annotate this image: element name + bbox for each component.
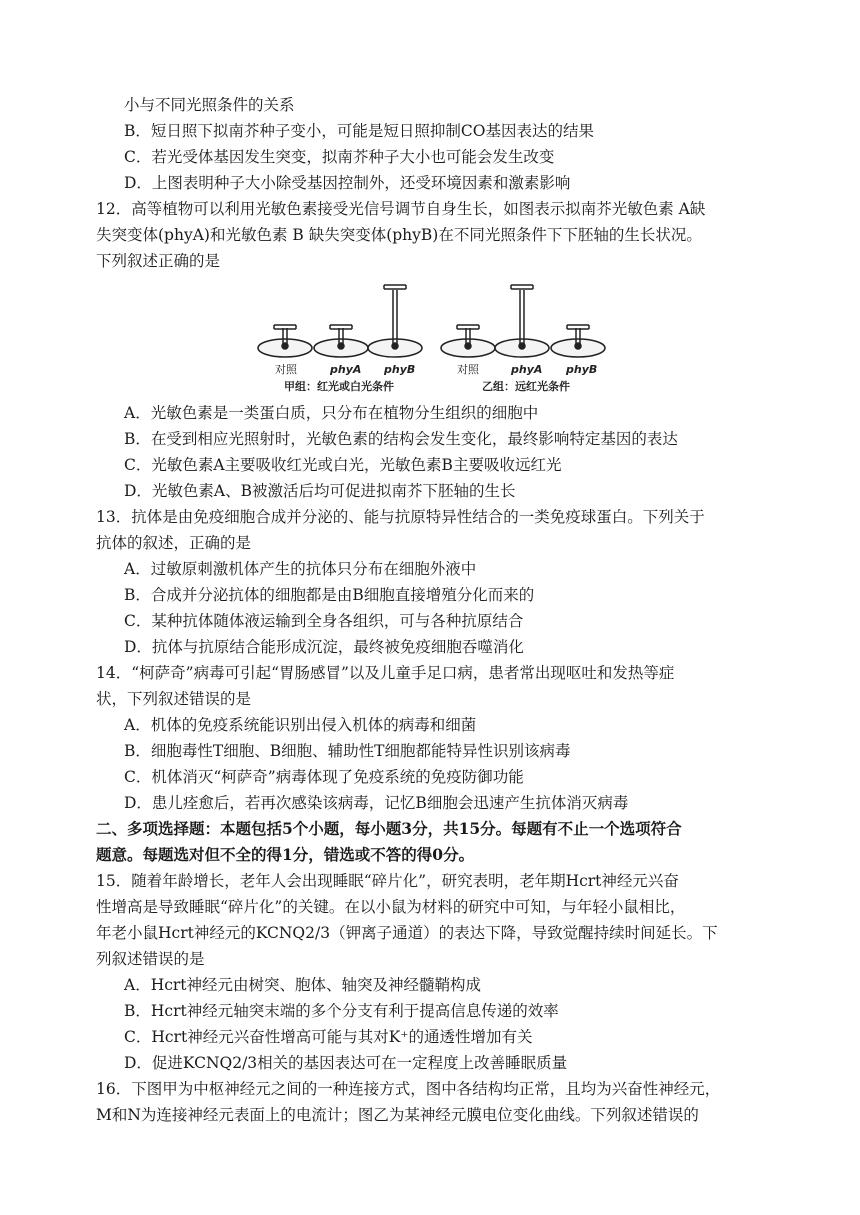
option-a: A．机体的免疫系统能识别出侵入机体的病毒和细菌 bbox=[124, 716, 477, 734]
option-c: C．若光受体基因发生突变，拟南芥种子大小也可能会发生改变 bbox=[124, 148, 555, 166]
caption-group-a: 甲组：红光或白光条件 bbox=[284, 380, 394, 393]
option-d: D．患儿痊愈后，若再次感染该病毒，记忆B细胞会迅速产生抗体消灭病毒 bbox=[124, 794, 629, 812]
option-b: B．合成并分泌抗体的细胞都是由B细胞直接增殖分化而来的 bbox=[124, 586, 535, 604]
question-15-stem: 性增高是导致睡眠“碎片化”的关键。在以小鼠为材料的研究中可知，与年轻小鼠相比， bbox=[96, 898, 686, 916]
option-a: A．过敏原刺激机体产生的抗体只分布在细胞外液中 bbox=[124, 560, 477, 578]
question-15-stem: 年老小鼠Hcrt神经元的KCNQ2/3（钾离子通道）的表达下降，导致觉醒持续时间延长。下 bbox=[96, 924, 718, 942]
question-14-stem: 状，下列叙述错误的是 bbox=[96, 690, 252, 708]
question-13-stem: 13．抗体是由免疫细胞合成并分泌的、能与抗原特异性结合的一类免疫球蛋白。下列关于 bbox=[96, 508, 705, 526]
option-d: D．上图表明种子大小除受基因控制外，还受环境因素和激素影响 bbox=[124, 174, 571, 192]
caption-group-b: 乙组：远红光条件 bbox=[482, 380, 570, 393]
option-a: A．光敏色素是一类蛋白质，只分布在植物分生组织的细胞中 bbox=[124, 404, 539, 422]
question-15-stem: 15．随着年龄增长，老年人会出现睡眠“碎片化”，研究表明，老年期Hcrt神经元兴奋 bbox=[96, 872, 679, 890]
option-d: D．抗体与抗原结合能形成沉淀，最终被免疫细胞吞噬消化 bbox=[124, 638, 524, 656]
label-phya-a: phyA bbox=[330, 363, 362, 376]
option-a: A．Hcrt神经元由树突、胞体、轴突及神经髓鞘构成 bbox=[124, 976, 482, 994]
question-12-stem: 12．高等植物可以利用光敏色素接受光信号调节自身生长，如图表示拟南芥光敏色素 A缺 bbox=[96, 200, 706, 218]
label-phya-b: phyA bbox=[511, 363, 543, 376]
option-b: B．短日照下拟南芥种子变小，可能是短日照抑制CO基因表达的结果 bbox=[124, 122, 594, 140]
option-c: C．Hcrt神经元兴奋性增高可能与其对K⁺的通透性增加有关 bbox=[124, 1028, 533, 1046]
option-b: B．细胞毒性T细胞、B细胞、辅助性T细胞都能特异性识别该病毒 bbox=[124, 742, 571, 760]
question-12-stem: 失突变体(phyA)和光敏色素 B 缺失突变体(phyB)在不同光照条件下下胚轴的生长状况。 bbox=[96, 226, 702, 244]
option-c: C．光敏色素A主要吸收红光或白光，光敏色素B主要吸收远红光 bbox=[124, 456, 562, 474]
group-b-plants bbox=[441, 285, 605, 357]
option-d: D．促进KCNQ2/3相关的基因表达可在一定程度上改善睡眠质量 bbox=[124, 1054, 568, 1072]
question-16-stem: M和N为连接神经元表面上的电流计；图乙为某神经元膜电位变化曲线。下列叙述错误的 bbox=[96, 1106, 699, 1124]
option-b: B．Hcrt神经元轴突末端的多个分支有利于提高信息传递的效率 bbox=[124, 1002, 559, 1020]
option-c: C．某种抗体随体液运输到全身各组织，可与各种抗原结合 bbox=[124, 612, 524, 630]
question-14-stem: 14．“柯萨奇”病毒可引起“胃肠感冒”以及儿童手足口病，患者常出现呕吐和发热等症 bbox=[96, 664, 675, 682]
label-control-a: 对照 bbox=[275, 363, 297, 376]
group-a-plants bbox=[258, 285, 422, 357]
section-heading: 题意。每题选对但不全的得1分，错选或不答的得0分。 bbox=[96, 845, 475, 864]
label-phyb-b: phyB bbox=[566, 363, 598, 376]
question-16-stem: 16．下图甲为中枢神经元之间的一种连接方式，图中各结构均正常，且均为兴奋性神经元， bbox=[96, 1080, 721, 1098]
label-phyb-a: phyB bbox=[384, 363, 416, 376]
option-b: B．在受到相应光照射时，光敏色素的结构会发生变化，最终影响特定基因的表达 bbox=[124, 430, 678, 448]
label-control-b: 对照 bbox=[457, 363, 479, 376]
option-c: C．机体消灭“柯萨奇”病毒体现了免疫系统的免疫防御功能 bbox=[124, 768, 524, 786]
question-15-stem: 列叙述错误的是 bbox=[96, 950, 205, 968]
question-13-stem: 抗体的叙述，正确的是 bbox=[96, 534, 252, 552]
hypocotyl-figure bbox=[250, 278, 620, 398]
option-d: D．光敏色素A、B被激活后均可促进拟南芥下胚轴的生长 bbox=[124, 482, 516, 500]
section-heading: 二、多项选择题：本题包括5个小题，每小题3分，共15分。每题有不止一个选项符合 bbox=[96, 819, 682, 838]
question-12-stem: 下列叙述正确的是 bbox=[96, 252, 221, 270]
text-line: 小与不同光照条件的关系 bbox=[124, 96, 295, 114]
